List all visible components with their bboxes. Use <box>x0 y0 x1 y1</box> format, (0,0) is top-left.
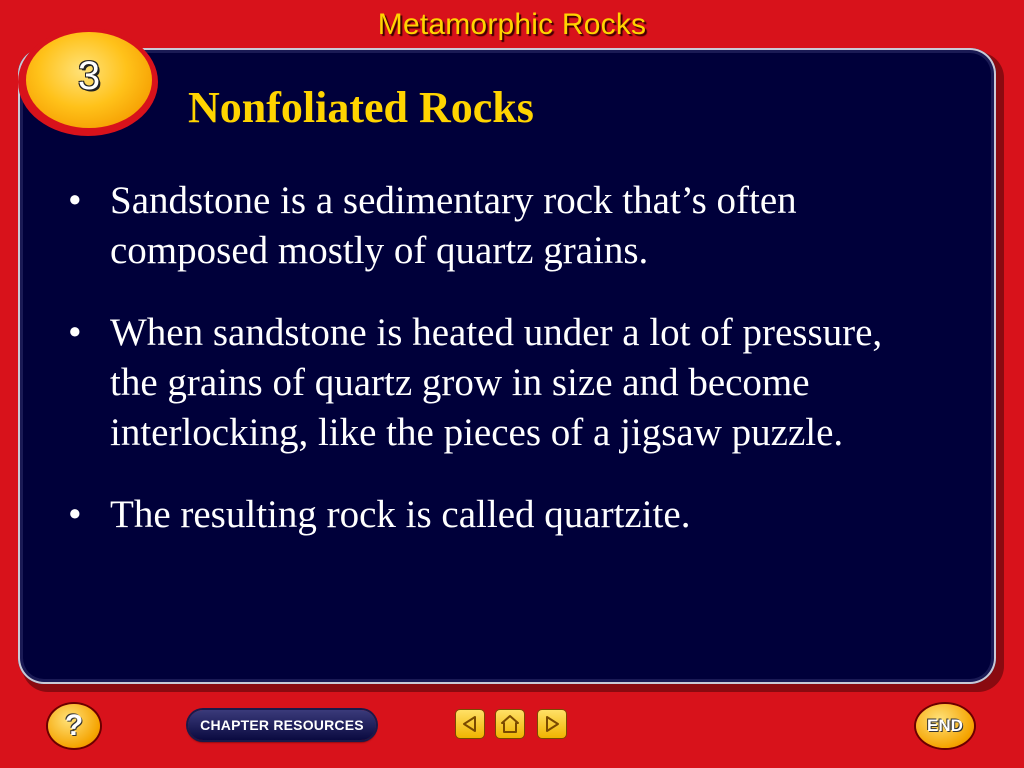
chapter-title: Metamorphic Rocks <box>377 8 647 41</box>
chapter-resources-button[interactable]: CHAPTER RESOURCES <box>188 710 376 740</box>
bullet-item <box>68 490 928 540</box>
bullet-list <box>68 176 928 572</box>
help-button[interactable] <box>48 704 100 748</box>
slide-heading: Nonfoliated Rocks <box>188 83 534 132</box>
bullet-symbol: • <box>68 179 82 222</box>
previous-button[interactable] <box>456 710 484 738</box>
bullet-symbol: • <box>68 493 82 536</box>
home-icon <box>499 713 521 735</box>
bullet-text: The resulting rock is called quartzite. <box>110 493 691 536</box>
arrow-left-icon <box>460 714 480 734</box>
arrow-right-icon <box>542 714 562 734</box>
bullet-item <box>68 308 928 458</box>
bullet-item <box>68 176 928 276</box>
bullet-text: Sandstone is a sedimentary rock that’s often composed mostly of quartz grains. <box>110 179 797 272</box>
help-icon: ? <box>64 709 84 742</box>
end-button[interactable]: END <box>916 704 974 748</box>
home-button[interactable] <box>496 710 524 738</box>
next-button[interactable] <box>538 710 566 738</box>
section-number: 3 <box>77 54 101 98</box>
bullet-text: When sandstone is heated under a lot of pressure, the grains of quartz grow in size and become interlocking, like the pieces of a jigsaw puzzle. <box>110 311 883 454</box>
bullet-symbol: • <box>68 311 82 354</box>
